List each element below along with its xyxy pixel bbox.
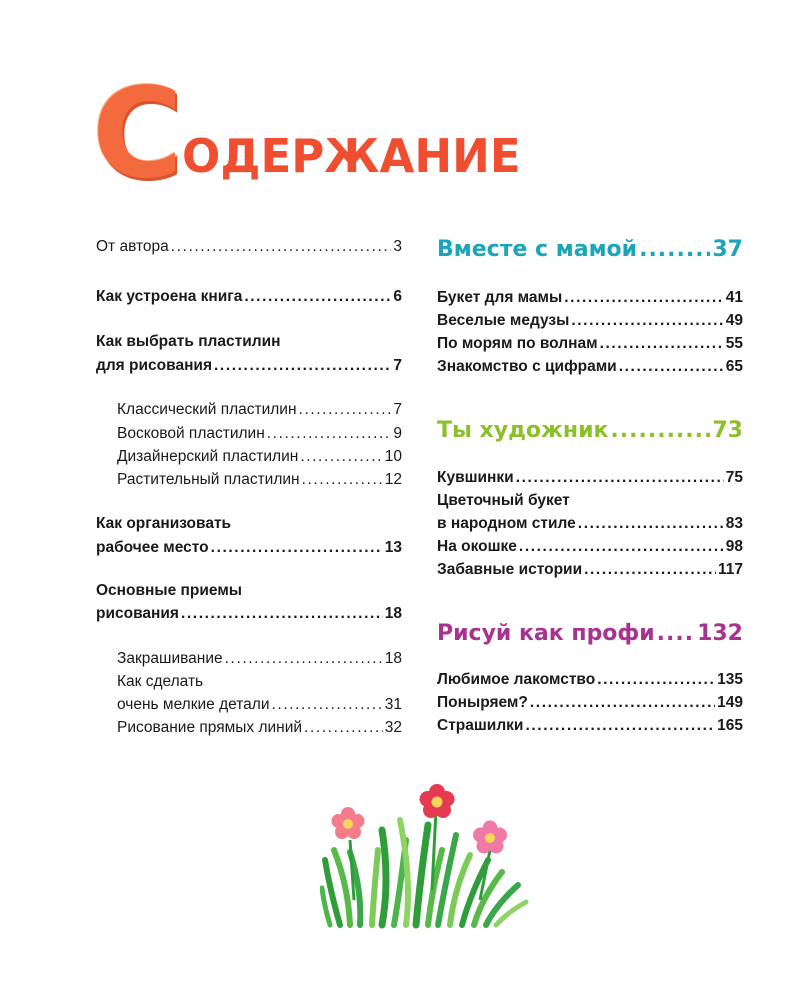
toc-entry-page: 117	[717, 561, 743, 578]
toc-entry-ponyryaem[interactable]	[437, 692, 743, 714]
toc-entry-page: 41	[725, 289, 743, 306]
section-title: Рисуй как профи	[437, 621, 655, 646]
toc-entry-page: 83	[725, 515, 743, 532]
toc-entry-klassicheskiy[interactable]	[96, 399, 402, 421]
toc-entry-line: Как выбрать пластилин	[96, 333, 281, 350]
dot-leader	[571, 310, 723, 332]
dot-leader	[214, 355, 391, 377]
toc-entry-znakomstvo-s-tsiframi[interactable]	[437, 356, 743, 378]
toc-entry-narodnyy-stil[interactable]	[437, 513, 743, 535]
toc-entry-page: 7	[393, 401, 402, 418]
toc-entry-label: Дизайнерский пластилин	[117, 448, 299, 465]
dot-leader	[516, 467, 724, 489]
toc-entry-ot-avtora[interactable]	[96, 236, 402, 258]
toc-entry-page: 135	[717, 671, 743, 688]
toc-entry-page: 9	[393, 425, 402, 442]
toc-entry-page: 75	[725, 469, 743, 486]
toc-entry-line: Как сделать	[117, 673, 204, 690]
toc-entry-kak-ustroena[interactable]	[96, 286, 402, 308]
dot-leader	[244, 286, 391, 308]
section-title: Вместе с мамой	[437, 237, 638, 262]
toc-entry-rastitelnyy[interactable]	[96, 469, 402, 491]
toc-entry-page: 98	[725, 538, 743, 555]
toc-entry-kak-vybrat[interactable]	[96, 355, 402, 377]
toc-entry-label: Любимое лакомство	[437, 671, 596, 688]
toc-entry-label: для рисования	[96, 357, 213, 374]
toc-entry-page: 149	[717, 694, 743, 711]
dot-leader	[181, 603, 383, 625]
toc-entry-label: рисования	[96, 605, 179, 622]
flowers-grass-illustration	[320, 780, 530, 930]
toc-entry-page: 3	[393, 238, 402, 255]
toc-entry-label: Поныряем?	[437, 694, 528, 711]
section-heading-vmeste-s-mamoy[interactable]	[437, 235, 743, 265]
toc-entry-page: 49	[725, 312, 743, 329]
toc-entry-label: в народном стиле	[437, 515, 576, 532]
toc-entry-label: Знакомство с цифрами	[437, 358, 617, 375]
toc-entry-page: 32	[384, 719, 402, 736]
toc-entry-label: Классический пластилин	[117, 401, 297, 418]
dot-leader	[530, 692, 715, 714]
section-title: Ты художник	[437, 418, 609, 443]
toc-entry-label: Кувшинки	[437, 469, 514, 486]
title-text: ОДЕРЖАНИЕ	[182, 129, 521, 183]
dot-leader	[639, 235, 710, 265]
toc-entry-rabochee-mesto[interactable]	[96, 537, 402, 559]
toc-entry-zabavnye-istorii[interactable]	[437, 559, 743, 581]
dot-leader	[272, 694, 383, 716]
dot-leader	[597, 669, 715, 691]
section-page: 37	[712, 237, 743, 262]
dot-leader	[610, 416, 710, 446]
toc-entry-label: По морям по волнам	[437, 335, 598, 352]
toc-entry-page: 7	[393, 357, 402, 374]
dot-leader	[619, 356, 724, 378]
toc-entry-page: 6	[393, 288, 402, 305]
toc-entry-label: Как устроена книга	[96, 288, 243, 305]
toc-entry-label: Рисование прямых линий	[117, 719, 303, 736]
toc-entry-osnovnye-priemy[interactable]	[96, 603, 402, 625]
dot-leader	[525, 715, 715, 737]
dot-leader	[267, 423, 392, 445]
toc-entry-po-moryam[interactable]	[437, 333, 743, 355]
dot-leader	[584, 559, 716, 581]
dot-leader	[304, 717, 383, 739]
section-page: 132	[697, 621, 743, 646]
toc-entry-label: Забавные истории	[437, 561, 583, 578]
toc-entry-strashilki[interactable]	[437, 715, 743, 737]
toc-entry-voskovoy[interactable]	[96, 423, 402, 445]
toc-entry-na-okoshke[interactable]	[437, 536, 743, 558]
toc-entry-line: Основные приемы	[96, 582, 243, 599]
dot-leader	[564, 287, 724, 309]
toc-entry-page: 18	[384, 605, 402, 622]
toc-entry-page: 31	[384, 696, 402, 713]
toc-entry-zakrashivanie[interactable]	[96, 648, 402, 670]
toc-entry-label: очень мелкие детали	[117, 696, 270, 713]
toc-entry-line: Как организовать	[96, 515, 232, 532]
toc-entry-line: Цветочный букет	[437, 492, 570, 509]
toc-entry-label: Закрашивание	[117, 650, 223, 667]
dot-leader	[171, 236, 392, 258]
title-initial-letter: С	[92, 62, 184, 206]
toc-entry-page: 55	[725, 335, 743, 352]
toc-entry-label: От автора	[96, 238, 169, 255]
toc-entry-kuvshinki[interactable]	[437, 467, 743, 489]
toc-entry-pryamye-linii[interactable]	[96, 717, 402, 739]
toc-entry-page: 165	[717, 717, 743, 734]
toc-entry-label: Букет для мамы	[437, 289, 563, 306]
section-heading-ty-khudozhnik[interactable]	[437, 416, 743, 446]
dot-leader	[211, 537, 383, 559]
toc-entry-dizaynerskiy[interactable]	[96, 446, 402, 468]
toc-entry-buket-dlya-mamy[interactable]	[437, 287, 743, 309]
dot-leader	[302, 469, 383, 491]
toc-entry-page: 18	[384, 650, 402, 667]
toc-entry-label: рабочее место	[96, 539, 209, 556]
toc-entry-label: Веселые медузы	[437, 312, 570, 329]
dot-leader	[299, 399, 392, 421]
dot-leader	[600, 333, 724, 355]
section-heading-risuy-kak-profi[interactable]	[437, 619, 743, 649]
dot-leader	[657, 619, 695, 649]
toc-entry-label: Страшилки	[437, 717, 524, 734]
dot-leader	[578, 513, 724, 535]
toc-entry-label: Восковой пластилин	[117, 425, 265, 442]
dot-leader	[300, 446, 382, 468]
toc-entry-page: 65	[725, 358, 743, 375]
dot-leader	[225, 648, 383, 670]
dot-leader	[519, 536, 724, 558]
toc-entry-melkie-detali[interactable]	[96, 694, 402, 716]
toc-entry-lyubimoe-lakomstvo[interactable]	[437, 669, 743, 691]
toc-entry-label: Растительный пластилин	[117, 471, 300, 488]
toc-entry-page: 12	[384, 471, 402, 488]
toc-entry-page: 10	[384, 448, 402, 465]
toc-entry-page: 13	[384, 539, 402, 556]
section-page: 73	[712, 418, 743, 443]
toc-entry-veselye-meduzy[interactable]	[437, 310, 743, 332]
toc-entry-label: На окошке	[437, 538, 517, 555]
